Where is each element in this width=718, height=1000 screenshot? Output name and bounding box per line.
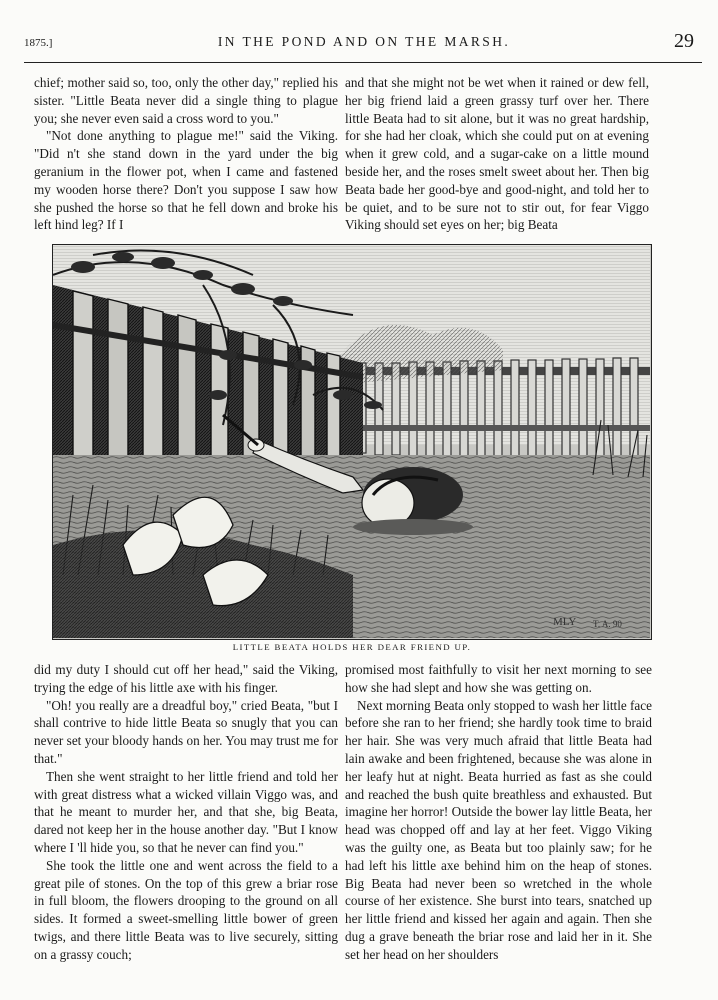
paragraph: chief; mother said so, too, only the other day," replied his sister. "Little Beata never did a single thing to plague you; she never even said a cross word to you."	[34, 75, 338, 126]
paragraph: and that she might not be wet when it rained or dew fell, her big friend laid a green grassy turf over her. There little Beata had to sit alone, but it was no great hardship, for she had her cloak, which she could put on at evening when it grew cold, and a sugar-cake on a little mound beside her, and the roses smelt sweet about her. Then big Beata bade her good-bye and good-night, and told her to be quiet, and to be sure not to stir out, for fear Viggo Viking should set eyes on her; big Beata	[345, 75, 649, 233]
column-top-right	[345, 74, 649, 234]
header-year: 1875.]	[24, 37, 53, 49]
paragraph: "Not done anything to plague me!" said the Viking. "Did n't she stand down in the yard under the big geranium in the flower pot, when I came and fastened my wooden horse there? Don't you suppose I saw how she pushed the horse so that he fell down and broke his left hind leg? If I	[34, 128, 338, 233]
paragraph: Then she went straight to her little friend and told her with great distress what a wicked villain Viggo was, and that he meant to murder her, and that she, big Beata, dared not keep her in the house another day. "But I know where I 'll hide you, so that he never can find you."	[34, 768, 338, 855]
header-rule	[24, 62, 702, 63]
illustration-caption: LITTLE BEATA HOLDS HER DEAR FRIEND UP.	[232, 642, 472, 652]
page-number: 29	[674, 30, 694, 52]
pond-scene-engraving	[53, 245, 650, 638]
paragraph: promised most faithfully to visit her next morning to see how she had slept and how she was getting on.	[345, 662, 652, 695]
paragraph: did my duty I should cut off her head," said the Viking, trying the edge of his little axe with his finger.	[34, 662, 338, 695]
column-bottom-right	[345, 661, 652, 964]
paragraph: She took the little one and went across the field to a great pile of stones. On the top of this grew a briar rose in full bloom, the flowers drooping to the ground on all sides. It formed a sweet-smelling little bower of green twigs, and there little Beata was to live securely, sitting on a grassy couch;	[34, 857, 338, 962]
running-header	[24, 30, 704, 54]
column-bottom-left	[34, 661, 338, 964]
paragraph: Next morning Beata only stopped to wash her little face before she ran to her friend; she hardly took time to braid her hair. She was very much afraid that little Beata had lain awake and been frightened, because she was alone in her leafy hut at night. Beata hurried as fast as she could and reached the bush quite breathless and exhausted. But imagine her horror! Outside the bower lay little Beata, her head was chopped off and lay at her feet. Viggo Viking was the guilty one, as Beata but too plainly saw; for he had left his little axe behind him on the heap of stones. Big Beata had never been so wretched in the whole course of her existence. She burst into tears, snatched up her little friend and kissed her again and again. Then she dug a grave beneath the briar rose and laid her in it. She set her head on her shoulders	[345, 697, 652, 962]
header-title: IN THE POND AND ON THE MARSH.	[217, 34, 511, 49]
engraver-mark: T. A. 90	[593, 619, 622, 629]
column-top-left	[34, 74, 338, 234]
artist-monogram: MLY	[553, 616, 577, 628]
paragraph: "Oh! you really are a dreadful boy," cried Beata, "but I shall contrive to hide little Beata so snugly that you can never set your bloody hands on her. You may trust me for that."	[34, 697, 338, 766]
engraving-illustration	[52, 244, 652, 640]
